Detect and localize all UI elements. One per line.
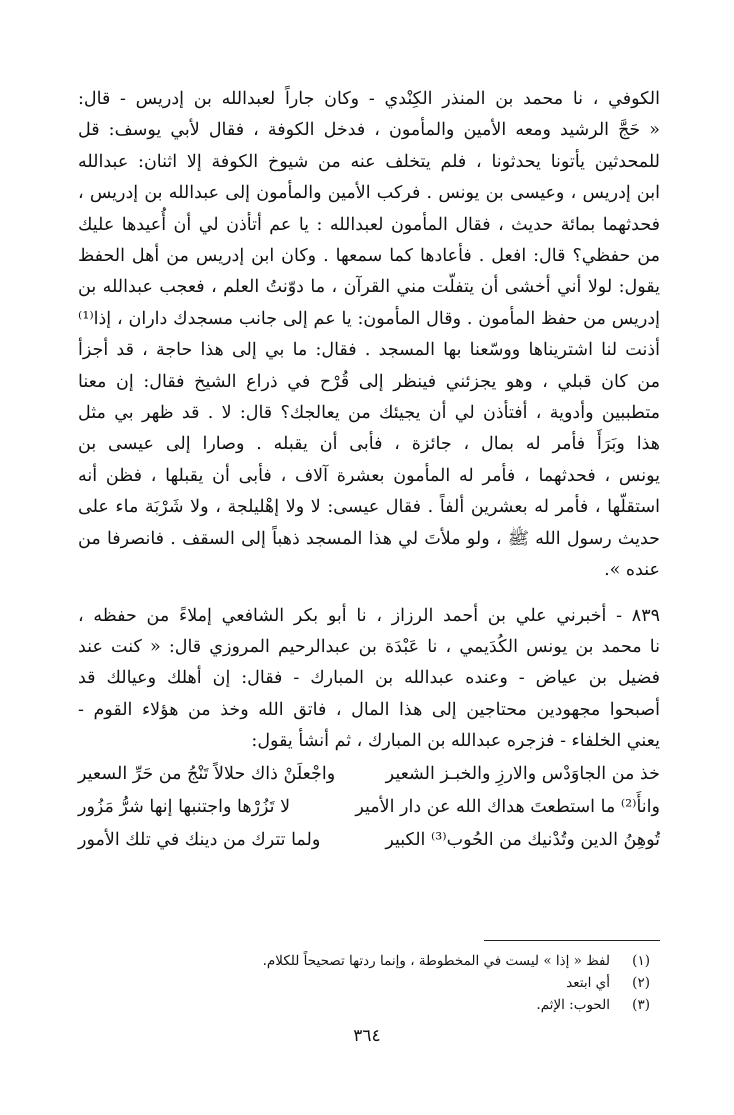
text-line: إدريس من حفظ المأمون . وقال المأمون: يا عم إلى جانب مسجدك داران ، إذا⁽¹⁾ bbox=[78, 308, 660, 329]
text-line: ٨٣٩ - أخبرني علي بن أحمد الرزاز ، نا أبو بكر الشافعي إملاءً من حفظه ، bbox=[78, 605, 660, 626]
footnote-number: (٢) bbox=[632, 975, 650, 991]
footnote-number: (٣) bbox=[632, 997, 650, 1013]
verse-second-half: ولما تترك من دينك في تلك الأمور bbox=[78, 829, 321, 850]
verse-line bbox=[78, 791, 660, 824]
paragraph-1 bbox=[78, 84, 660, 587]
footnote-text: لفظ « إذا » ليست في المخطوطة ، وإنما ردتها تصحيحاً للكلام. bbox=[262, 953, 610, 969]
verse-line bbox=[78, 758, 660, 791]
text-line: حديث رسول الله ﷺ ، ولو ملأتَ لي هذا المسجد ذهباً إلى السقف . فانصرفا من bbox=[78, 528, 660, 549]
text-line: فضيل بن عياض - وعنده عبدالله بن المبارك - فقال: إن أهلك وعيالك قد bbox=[78, 668, 660, 689]
footnote bbox=[250, 994, 650, 1016]
text-line: يونس ، فحدثهما ، فأمر له المأمون بعشرة آلاف ، فأبى أن يقبلها ، فظن أنه bbox=[78, 465, 660, 486]
text-line: يقول: لولا أني أخشى أن يتفلّت مني القرآن ، ما دوّنتُ العلم ، فعجب عبدالله بن bbox=[78, 277, 660, 298]
text-line: عنده ». bbox=[604, 560, 660, 581]
text-line: فحدثهما بمائة حديث ، فقال المأمون لعبدالله : يا عم أتأذن لي أن أُعيدها عليك bbox=[78, 214, 660, 235]
paragraph-2 bbox=[78, 601, 660, 758]
verse-second-half: لا تَزُرْها واجتنبها إنها شرُّ مَزُور bbox=[78, 796, 291, 817]
footnote bbox=[250, 950, 650, 972]
text-line: من كان قبلي ، وهو يجزئني فينظر إلى قُرْح في ذراع الشيخ فقال: إن معنا bbox=[78, 371, 660, 392]
text-line: نا محمد بن يونس الكُدَيمي ، نا عَبْدَة بن عبدالرحيم المروزي قال: « كنت عند bbox=[78, 636, 660, 657]
text-line: متطببين وأدوية ، أفتأذن لي أن يجيئك من يعالجك؟ قال: لا . قد ظهر بي مثل bbox=[78, 403, 660, 424]
text-line: للمحدثين يأتونا يحدثونا ، فلم يتخلف عنه من شيوخ الكوفة إلا اثنان: عبدالله bbox=[78, 151, 660, 172]
footnote bbox=[250, 972, 650, 994]
verse-first-half: تُوهِنُ الدين وتُدْنيك من الحُوب⁽³⁾ الكبير bbox=[385, 829, 660, 850]
verse-line bbox=[78, 824, 660, 857]
text-line: يعني الخلفاء - فزجره عبدالله بن المبارك ، ثم أنشأ يقول: bbox=[251, 731, 660, 752]
text-line: من حفظي؟ قال: افعل . فأعادها كما سمعها . وكان ابن إدريس من أهل الحفظ bbox=[78, 246, 660, 267]
text-line: أصبحوا مجهودين محتاجين إلى هذا المال ، فاتق الله وخذ من هؤلاء القوم - bbox=[78, 699, 660, 720]
footnote-text: الحوب: الإثم. bbox=[536, 997, 610, 1013]
page-number: ٣٦٤ bbox=[353, 1026, 381, 1046]
text-line: هذا وبَرَأَ فأمر له بمال ، جائزة ، فأبى أن يقبله . وصارا إلى عيسى بن bbox=[78, 434, 660, 455]
text-line: ابن إدريس ، وعيسى بن يونس . فركب الأمين والمأمون إلى عبدالله بن إدريس ، bbox=[78, 183, 660, 204]
paragraph-gap bbox=[78, 587, 660, 601]
text-line: الكوفي ، نا محمد بن المنذر الكِنْدي - وكان جاراً لعبدالله بن إدريس - قال: bbox=[78, 89, 660, 109]
text-line: استقلّها ، فأمر له بعشرين ألفاً . فقال عيسى: لا ولا إهْليلجة ، ولا شَرْبَة ماء على bbox=[78, 497, 660, 518]
footnote-number: (١) bbox=[632, 953, 650, 969]
verse-second-half: واجْعلَنْ ذاك حلالاً تَنْجُ من حَرِّ السعير bbox=[78, 763, 336, 784]
verse-first-half: وانأَ⁽²⁾ ما استطعتَ هداك الله عن دار الأمير bbox=[355, 796, 660, 817]
poem bbox=[78, 758, 660, 857]
text-line: « حَجَّ الرشيد ومعه الأمين والمأمون ، فدخل الكوفة ، فقال لأبي يوسف: قل bbox=[78, 120, 660, 141]
text-line: أذنت لنا اشتريناها ووسّعنا بها المسجد . فقال: ما بي إلى هذا حاجة ، قد أجزأ bbox=[78, 340, 660, 361]
verse-first-half: خذ من الجاوَدْس والارزِ والخبـز الشعير bbox=[385, 763, 660, 784]
footnote-divider bbox=[484, 940, 660, 941]
footnotes bbox=[250, 950, 650, 1016]
main-text bbox=[78, 84, 660, 857]
footnote-text: أي ابتعد bbox=[566, 975, 610, 991]
